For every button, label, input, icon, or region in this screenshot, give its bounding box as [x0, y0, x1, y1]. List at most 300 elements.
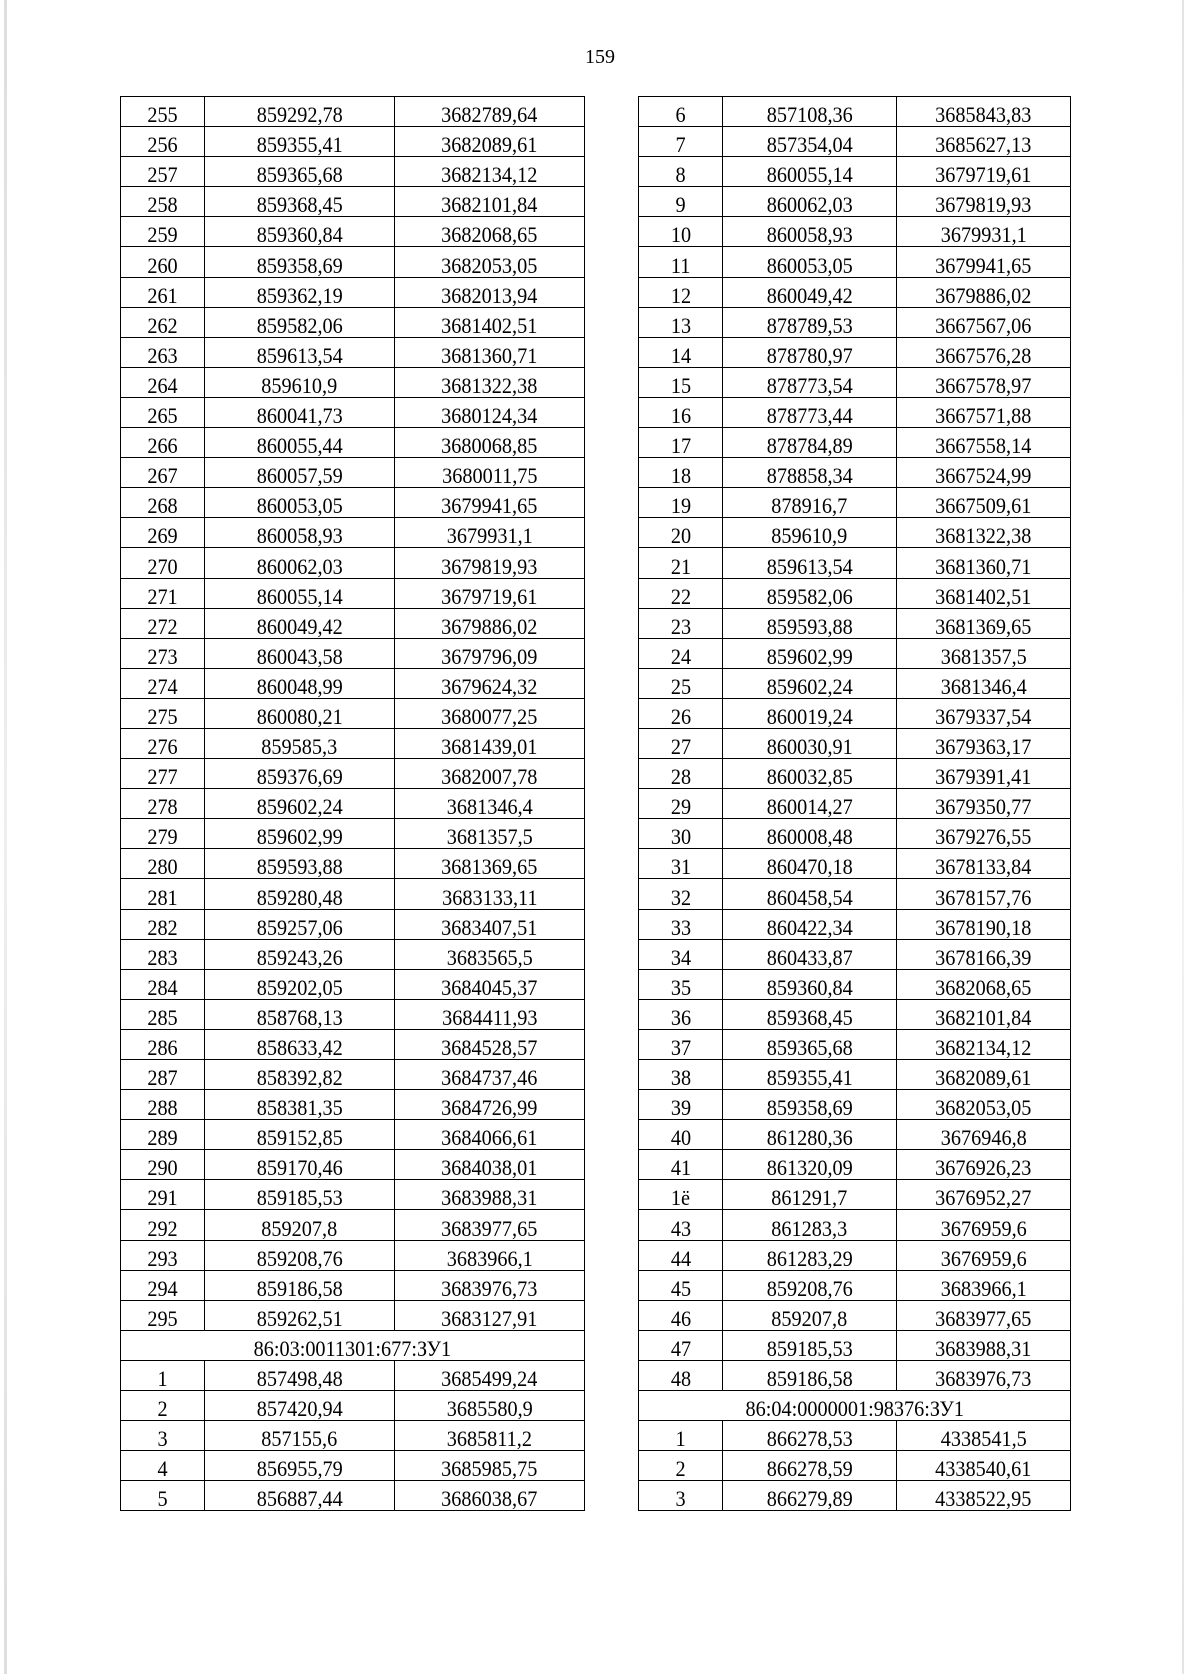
- x-coordinate-cell: [205, 909, 395, 939]
- point-number-cell: [639, 548, 723, 578]
- x-coordinate-cell: [205, 638, 395, 668]
- point-number-cell: [639, 1029, 723, 1059]
- x-coordinate-text: 860019,24: [766, 703, 853, 729]
- y-coordinate-cell: [395, 1421, 585, 1451]
- y-coordinate-text: 3681322,38: [441, 372, 538, 398]
- x-coordinate-text: 860058,93: [256, 523, 343, 549]
- point-number-cell: [639, 1270, 723, 1300]
- point-number-text: 19: [670, 493, 691, 519]
- y-coordinate-text: 3667578,97: [935, 372, 1032, 398]
- x-coordinate-cell: [205, 337, 395, 367]
- point-number-text: 8: [675, 162, 686, 188]
- y-coordinate-cell: [395, 1029, 585, 1059]
- y-coordinate-cell: [897, 939, 1071, 969]
- table-row: [639, 698, 1071, 728]
- parcel-header-row: [639, 1391, 1071, 1421]
- table-row: [121, 909, 585, 939]
- table-row: [639, 999, 1071, 1029]
- table-row: [639, 458, 1071, 488]
- y-coordinate-text: 3682789,64: [441, 102, 538, 128]
- x-coordinate-cell: [723, 1029, 897, 1059]
- table-row: [121, 217, 585, 247]
- point-number-cell: [121, 608, 205, 638]
- point-number-text: 5: [157, 1486, 168, 1512]
- x-coordinate-text: 860041,73: [256, 403, 343, 429]
- x-coordinate-text: 860422,34: [766, 914, 853, 940]
- table-row: [121, 759, 585, 789]
- y-coordinate-cell: [897, 638, 1071, 668]
- point-number-text: 273: [147, 643, 178, 669]
- y-coordinate-text: 3667571,88: [935, 403, 1032, 429]
- y-coordinate-text: 3676946,8: [940, 1125, 1027, 1151]
- parcel-cadastral-number-text: 86:03:0011301:677:ЗУ1: [253, 1335, 452, 1361]
- point-number-text: 11: [670, 252, 691, 278]
- point-number-cell: [121, 999, 205, 1029]
- y-coordinate-text: 3682053,05: [935, 1095, 1032, 1121]
- y-coordinate-text: 3684726,99: [441, 1095, 538, 1121]
- point-number-cell: [639, 1120, 723, 1150]
- point-number-text: 288: [147, 1095, 178, 1121]
- y-coordinate-cell: [897, 397, 1071, 427]
- point-number-text: 47: [670, 1335, 691, 1361]
- x-coordinate-cell: [723, 1270, 897, 1300]
- point-number-text: 7: [675, 132, 686, 158]
- y-coordinate-cell: [897, 999, 1071, 1029]
- table-row: [639, 1060, 1071, 1090]
- point-number-cell: [639, 97, 723, 127]
- y-coordinate-cell: [897, 1060, 1071, 1090]
- point-number-text: 264: [147, 372, 178, 398]
- y-coordinate-text: 3667576,28: [935, 342, 1032, 368]
- point-number-cell: [639, 668, 723, 698]
- point-number-cell: [121, 1120, 205, 1150]
- x-coordinate-cell: [723, 819, 897, 849]
- point-number-text: 38: [670, 1065, 691, 1091]
- point-number-cell: [639, 578, 723, 608]
- point-number-text: 3: [157, 1426, 168, 1452]
- x-coordinate-text: 859368,45: [256, 192, 343, 218]
- y-coordinate-cell: [395, 217, 585, 247]
- y-coordinate-text: 3667567,06: [935, 312, 1032, 338]
- x-coordinate-text: 857155,6: [261, 1426, 338, 1452]
- y-coordinate-cell: [395, 428, 585, 458]
- y-coordinate-text: 3685499,24: [441, 1366, 538, 1392]
- y-coordinate-text: 3676959,6: [940, 1245, 1027, 1271]
- scan-edge-right: [1182, 0, 1184, 1674]
- point-number-cell: [639, 819, 723, 849]
- point-number-text: 282: [147, 914, 178, 940]
- y-coordinate-cell: [897, 879, 1071, 909]
- x-coordinate-text: 859208,76: [766, 1275, 853, 1301]
- y-coordinate-cell: [395, 1060, 585, 1090]
- x-coordinate-cell: [723, 157, 897, 187]
- x-coordinate-text: 860053,05: [766, 252, 853, 278]
- y-coordinate-cell: [395, 488, 585, 518]
- point-number-text: 39: [670, 1095, 691, 1121]
- y-coordinate-cell: [395, 397, 585, 427]
- y-coordinate-cell: [395, 1240, 585, 1270]
- y-coordinate-text: 3684066,61: [441, 1125, 538, 1151]
- point-number-text: 283: [147, 944, 178, 970]
- y-coordinate-text: 3676926,23: [935, 1155, 1032, 1181]
- y-coordinate-cell: [897, 1210, 1071, 1240]
- x-coordinate-cell: [205, 999, 395, 1029]
- y-coordinate-text: 3678166,39: [935, 944, 1032, 970]
- point-number-text: 46: [670, 1305, 691, 1331]
- x-coordinate-text: 859360,84: [766, 974, 853, 1000]
- y-coordinate-text: 3682089,61: [441, 132, 538, 158]
- y-coordinate-cell: [897, 1090, 1071, 1120]
- table-row: [639, 548, 1071, 578]
- y-coordinate-text: 3683407,51: [441, 914, 538, 940]
- point-number-text: 33: [670, 914, 691, 940]
- table-row: [121, 247, 585, 277]
- table-row: [639, 1270, 1071, 1300]
- parcel-cadastral-number-text: 86:04:0000001:98376:ЗУ1: [745, 1396, 964, 1422]
- y-coordinate-cell: [897, 1330, 1071, 1360]
- y-coordinate-cell: [395, 1090, 585, 1120]
- point-number-cell: [121, 428, 205, 458]
- point-number-text: 292: [147, 1215, 178, 1241]
- x-coordinate-text: 860055,14: [766, 162, 853, 188]
- x-coordinate-text: 856887,44: [256, 1486, 343, 1512]
- x-coordinate-cell: [205, 969, 395, 999]
- x-coordinate-cell: [205, 759, 395, 789]
- x-coordinate-text: 861280,36: [766, 1125, 853, 1151]
- x-coordinate-cell: [205, 1150, 395, 1180]
- y-coordinate-cell: [395, 367, 585, 397]
- x-coordinate-cell: [723, 307, 897, 337]
- point-number-text: 1ё: [670, 1185, 691, 1211]
- x-coordinate-cell: [723, 1060, 897, 1090]
- y-coordinate-cell: [897, 1451, 1071, 1481]
- y-coordinate-cell: [897, 518, 1071, 548]
- table-row: [639, 428, 1071, 458]
- x-coordinate-text: 859185,53: [766, 1335, 853, 1361]
- point-number-cell: [121, 1180, 205, 1210]
- y-coordinate-text: 3679931,1: [940, 222, 1027, 248]
- x-coordinate-text: 859355,41: [766, 1065, 853, 1091]
- point-number-cell: [639, 909, 723, 939]
- table-row: [121, 307, 585, 337]
- x-coordinate-text: 860049,42: [256, 613, 343, 639]
- x-coordinate-text: 859365,68: [256, 162, 343, 188]
- y-coordinate-text: 3686038,67: [441, 1486, 538, 1512]
- point-number-text: 285: [147, 1004, 178, 1030]
- y-coordinate-cell: [897, 1360, 1071, 1390]
- y-coordinate-text: 3684411,93: [441, 1004, 538, 1030]
- x-coordinate-text: 859208,76: [256, 1245, 343, 1271]
- y-coordinate-cell: [897, 849, 1071, 879]
- y-coordinate-cell: [395, 458, 585, 488]
- x-coordinate-cell: [205, 428, 395, 458]
- x-coordinate-cell: [205, 1270, 395, 1300]
- x-coordinate-text: 866278,59: [766, 1456, 853, 1482]
- table-row: [121, 608, 585, 638]
- y-coordinate-text: 3685627,13: [935, 132, 1032, 158]
- x-coordinate-text: 859613,54: [256, 342, 343, 368]
- table-row: [121, 1060, 585, 1090]
- table-row: [639, 187, 1071, 217]
- table-row: [639, 1451, 1071, 1481]
- table-row: [121, 127, 585, 157]
- table-row: [121, 1421, 585, 1451]
- x-coordinate-cell: [205, 187, 395, 217]
- x-coordinate-cell: [723, 909, 897, 939]
- y-coordinate-cell: [395, 337, 585, 367]
- point-number-text: 30: [670, 824, 691, 850]
- x-coordinate-text: 878784,89: [766, 433, 853, 459]
- y-coordinate-cell: [897, 157, 1071, 187]
- point-number-text: 267: [147, 463, 178, 489]
- point-number-cell: [639, 698, 723, 728]
- y-coordinate-text: 3681369,65: [935, 613, 1032, 639]
- y-coordinate-text: 3679819,93: [935, 192, 1032, 218]
- y-coordinate-cell: [395, 849, 585, 879]
- table-row: [639, 127, 1071, 157]
- y-coordinate-cell: [395, 698, 585, 728]
- point-number-text: 41: [670, 1155, 691, 1181]
- point-number-cell: [639, 1481, 723, 1511]
- y-coordinate-text: 3682053,05: [441, 252, 538, 278]
- y-coordinate-text: 3683988,31: [441, 1185, 538, 1211]
- parcel-header-row: [121, 1330, 585, 1360]
- table-row: [639, 1090, 1071, 1120]
- x-coordinate-cell: [723, 488, 897, 518]
- x-coordinate-text: 860049,42: [766, 282, 853, 308]
- y-coordinate-text: 3682134,12: [441, 162, 538, 188]
- point-number-cell: [121, 1029, 205, 1059]
- x-coordinate-cell: [723, 608, 897, 638]
- x-coordinate-text: 859292,78: [256, 102, 343, 128]
- point-number-cell: [121, 1060, 205, 1090]
- table-row: [121, 1180, 585, 1210]
- y-coordinate-cell: [897, 337, 1071, 367]
- table-row: [121, 1481, 585, 1511]
- x-coordinate-text: 859280,48: [256, 884, 343, 910]
- y-coordinate-cell: [897, 1180, 1071, 1210]
- table-row: [639, 157, 1071, 187]
- x-coordinate-cell: [205, 157, 395, 187]
- point-number-text: 262: [147, 312, 178, 338]
- point-number-cell: [639, 1060, 723, 1090]
- x-coordinate-cell: [205, 1240, 395, 1270]
- x-coordinate-cell: [205, 1300, 395, 1330]
- x-coordinate-text: 860053,05: [256, 493, 343, 519]
- y-coordinate-text: 3681357,5: [940, 643, 1027, 669]
- point-number-text: 286: [147, 1035, 178, 1060]
- x-coordinate-cell: [205, 608, 395, 638]
- y-coordinate-cell: [395, 157, 585, 187]
- x-coordinate-cell: [723, 939, 897, 969]
- y-coordinate-cell: [897, 458, 1071, 488]
- y-coordinate-cell: [395, 1210, 585, 1240]
- y-coordinate-cell: [395, 969, 585, 999]
- table-row: [121, 819, 585, 849]
- y-coordinate-cell: [897, 127, 1071, 157]
- y-coordinate-text: 3676959,6: [940, 1215, 1027, 1241]
- x-coordinate-text: 858381,35: [256, 1095, 343, 1121]
- point-number-text: 24: [670, 643, 691, 669]
- y-coordinate-cell: [897, 548, 1071, 578]
- x-coordinate-cell: [205, 458, 395, 488]
- x-coordinate-text: 857420,94: [256, 1396, 343, 1422]
- x-coordinate-text: 860030,91: [766, 734, 853, 760]
- y-coordinate-cell: [897, 759, 1071, 789]
- table-row: [639, 819, 1071, 849]
- point-number-cell: [121, 217, 205, 247]
- x-coordinate-cell: [723, 969, 897, 999]
- x-coordinate-text: 859602,99: [256, 824, 343, 850]
- point-number-text: 276: [147, 734, 178, 760]
- x-coordinate-cell: [723, 1090, 897, 1120]
- y-coordinate-text: 3679941,65: [935, 252, 1032, 278]
- y-coordinate-cell: [897, 909, 1071, 939]
- y-coordinate-cell: [395, 1120, 585, 1150]
- table-row: [121, 728, 585, 758]
- point-number-cell: [639, 879, 723, 909]
- point-number-cell: [121, 127, 205, 157]
- point-number-cell: [639, 187, 723, 217]
- point-number-text: 275: [147, 703, 178, 729]
- table-row: [639, 638, 1071, 668]
- x-coordinate-text: 860433,87: [766, 944, 853, 970]
- table-row: [639, 1150, 1071, 1180]
- table-row: [121, 518, 585, 548]
- y-coordinate-cell: [395, 187, 585, 217]
- x-coordinate-text: 859186,58: [766, 1366, 853, 1392]
- table-row: [639, 1300, 1071, 1330]
- y-coordinate-cell: [395, 909, 585, 939]
- y-coordinate-cell: [395, 127, 585, 157]
- x-coordinate-cell: [723, 789, 897, 819]
- y-coordinate-text: 3681360,71: [935, 553, 1032, 579]
- x-coordinate-cell: [723, 337, 897, 367]
- x-coordinate-cell: [723, 428, 897, 458]
- table-row: [639, 217, 1071, 247]
- y-coordinate-cell: [897, 789, 1071, 819]
- x-coordinate-text: 859257,06: [256, 914, 343, 940]
- x-coordinate-cell: [723, 1421, 897, 1451]
- point-number-text: 279: [147, 824, 178, 850]
- y-coordinate-text: 3683976,73: [935, 1366, 1032, 1392]
- table-row: [121, 698, 585, 728]
- point-number-text: 263: [147, 342, 178, 368]
- y-coordinate-cell: [395, 277, 585, 307]
- table-row: [639, 1240, 1071, 1270]
- point-number-text: 9: [675, 192, 686, 218]
- x-coordinate-text: 859186,58: [256, 1275, 343, 1301]
- point-number-cell: [639, 518, 723, 548]
- point-number-text: 280: [147, 854, 178, 880]
- y-coordinate-text: 3682068,65: [935, 974, 1032, 1000]
- x-coordinate-cell: [723, 1300, 897, 1330]
- y-coordinate-text: 3667558,14: [935, 433, 1032, 459]
- table-row: [639, 1360, 1071, 1390]
- point-number-cell: [121, 458, 205, 488]
- table-row: [639, 367, 1071, 397]
- x-coordinate-text: 860458,54: [766, 884, 853, 910]
- y-coordinate-cell: [897, 819, 1071, 849]
- point-number-text: 277: [147, 764, 178, 790]
- x-coordinate-cell: [205, 397, 395, 427]
- point-number-text: 1: [675, 1426, 686, 1452]
- point-number-cell: [639, 337, 723, 367]
- y-coordinate-cell: [897, 1421, 1071, 1451]
- x-coordinate-text: 858768,13: [256, 1004, 343, 1030]
- table-row: [639, 307, 1071, 337]
- y-coordinate-cell: [897, 247, 1071, 277]
- x-coordinate-text: 859360,84: [256, 222, 343, 248]
- y-coordinate-text: 3683988,31: [935, 1335, 1032, 1361]
- table-row: [121, 668, 585, 698]
- y-coordinate-text: 3681357,5: [446, 824, 533, 850]
- parcel-cadastral-number: [639, 1391, 1071, 1421]
- point-number-cell: [121, 789, 205, 819]
- point-number-text: 260: [147, 252, 178, 278]
- y-coordinate-text: 3679886,02: [441, 613, 538, 639]
- y-coordinate-text: 3679391,41: [935, 764, 1032, 790]
- point-number-text: 257: [147, 162, 178, 188]
- x-coordinate-cell: [723, 879, 897, 909]
- table-row: [639, 1180, 1071, 1210]
- table-row: [639, 879, 1071, 909]
- point-number-text: 44: [670, 1245, 691, 1271]
- y-coordinate-text: 3679337,54: [935, 703, 1032, 729]
- y-coordinate-text: 3679276,55: [935, 824, 1032, 850]
- x-coordinate-text: 860043,58: [256, 643, 343, 669]
- point-number-text: 14: [670, 342, 691, 368]
- table-row: [121, 789, 585, 819]
- y-coordinate-cell: [897, 307, 1071, 337]
- point-number-cell: [121, 277, 205, 307]
- table-row: [639, 488, 1071, 518]
- point-number-text: 43: [670, 1215, 691, 1241]
- x-coordinate-text: 860062,03: [256, 553, 343, 579]
- x-coordinate-text: 859376,69: [256, 764, 343, 790]
- point-number-text: 2: [675, 1456, 686, 1482]
- point-number-cell: [639, 428, 723, 458]
- x-coordinate-text: 857354,04: [766, 132, 853, 158]
- point-number-text: 23: [670, 613, 691, 639]
- y-coordinate-text: 3681346,4: [940, 673, 1027, 699]
- point-number-cell: [121, 548, 205, 578]
- point-number-cell: [121, 849, 205, 879]
- y-coordinate-cell: [395, 518, 585, 548]
- x-coordinate-cell: [723, 1210, 897, 1240]
- point-number-cell: [121, 1451, 205, 1481]
- table-row: [121, 1210, 585, 1240]
- y-coordinate-text: 3682134,12: [935, 1035, 1032, 1060]
- x-coordinate-cell: [205, 1391, 395, 1421]
- x-coordinate-cell: [723, 277, 897, 307]
- x-coordinate-text: 860055,14: [256, 583, 343, 609]
- point-number-text: 25: [670, 673, 691, 699]
- x-coordinate-cell: [205, 518, 395, 548]
- y-coordinate-cell: [395, 247, 585, 277]
- x-coordinate-text: 878780,97: [766, 342, 853, 368]
- table-row: [639, 518, 1071, 548]
- point-number-text: 36: [670, 1004, 691, 1030]
- x-coordinate-cell: [205, 1180, 395, 1210]
- y-coordinate-cell: [897, 428, 1071, 458]
- x-coordinate-cell: [723, 1120, 897, 1150]
- x-coordinate-text: 857108,36: [766, 102, 853, 128]
- x-coordinate-cell: [723, 1360, 897, 1390]
- y-coordinate-text: 3678157,76: [935, 884, 1032, 910]
- x-coordinate-cell: [723, 999, 897, 1029]
- y-coordinate-cell: [395, 1481, 585, 1511]
